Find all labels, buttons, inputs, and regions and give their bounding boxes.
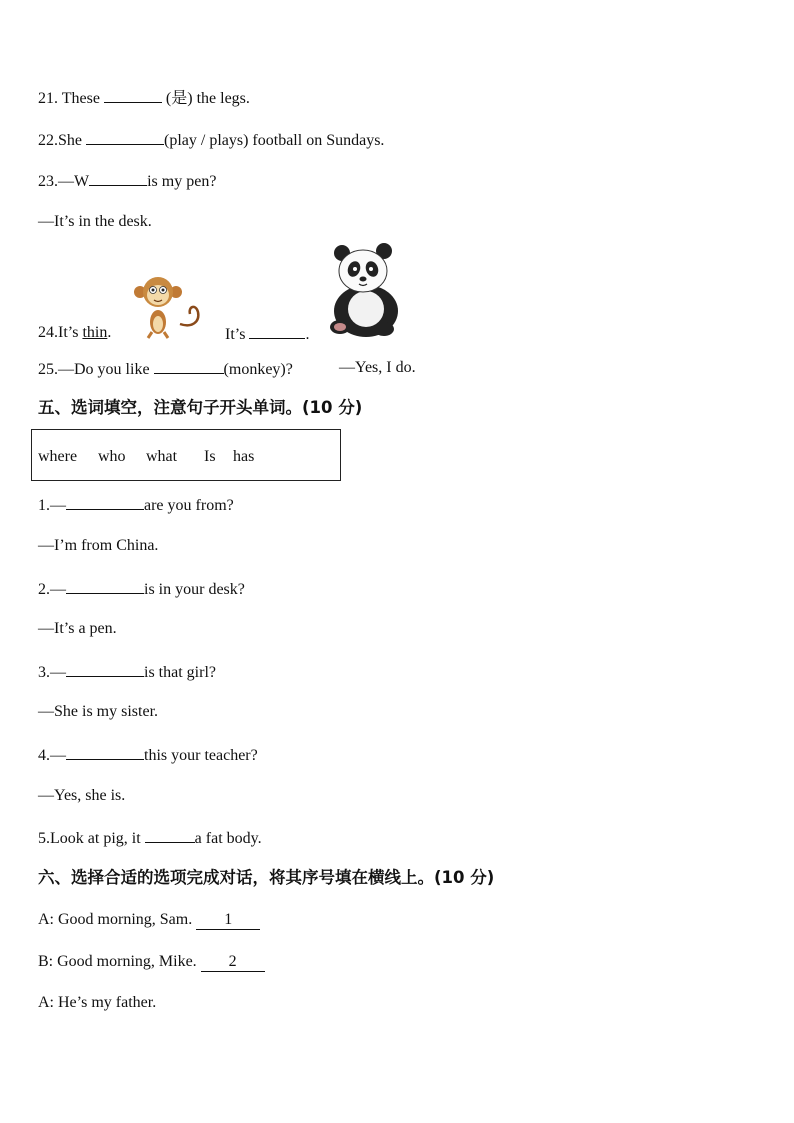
s5-item-blank[interactable]	[66, 661, 144, 677]
q24-second-suffix: .	[305, 326, 310, 343]
s5-item-2	[38, 578, 245, 600]
s5-item-prefix: 2.—	[38, 581, 66, 598]
s6-line-2	[38, 952, 265, 972]
q23-prefix: 23.—W	[38, 173, 90, 190]
question-24-second	[225, 323, 309, 345]
q25-suffix: (monkey)?	[223, 361, 293, 378]
q25-reply: —Yes, I do.	[339, 359, 416, 376]
s6-line-text: A: Good morning, Sam.	[38, 911, 197, 928]
q24-prefix: 24.It’s	[38, 324, 83, 341]
word-bank-box	[31, 429, 341, 481]
s5-item-blank[interactable]	[145, 827, 195, 843]
s5-item-blank[interactable]	[66, 578, 144, 594]
s5-item-4-reply: —Yes, she is.	[38, 787, 126, 804]
s6-line-3: A: He’s my father.	[38, 994, 157, 1011]
s5-item-3	[38, 661, 216, 683]
s5-item-blank[interactable]	[66, 494, 144, 510]
question-25	[38, 358, 293, 380]
section-6-heading: 六、选择合适的选项完成对话，将其序号填在横线上。(10 分)	[38, 868, 495, 887]
q24-underlined-word: thin	[82, 324, 108, 341]
q21-prefix: 21. These	[38, 90, 104, 107]
q23-blank[interactable]	[89, 170, 147, 186]
q22-suffix: (play / plays) football on Sundays.	[164, 132, 385, 149]
q21-blank[interactable]	[104, 87, 162, 103]
s5-item-2-reply: —It’s a pen.	[38, 620, 117, 637]
q23-answer: —It’s in the desk.	[38, 213, 152, 230]
s5-item-5	[38, 827, 262, 849]
section-5-heading: 五、选词填空，注意句子开头单词。(10 分)	[38, 398, 363, 417]
monkey-illustration	[130, 272, 210, 342]
s5-item-suffix: are you from?	[144, 497, 234, 514]
word-bank-item: has	[233, 448, 255, 465]
s5-item-prefix: 3.—	[38, 664, 66, 681]
q23-suffix: is my pen?	[147, 173, 217, 190]
q25-blank[interactable]	[154, 358, 224, 374]
word-bank-item: where	[38, 448, 78, 465]
word-bank-item: Is	[204, 448, 216, 465]
s5-item-prefix: 1.—	[38, 497, 66, 514]
word-bank-item: what	[146, 448, 178, 465]
question-21	[38, 87, 250, 109]
question-24	[38, 323, 111, 343]
s5-item-suffix: is in your desk?	[144, 581, 245, 598]
s6-line-1	[38, 910, 260, 930]
word-bank-item: who	[98, 448, 126, 465]
s5-item-1	[38, 494, 234, 516]
s5-item-3-reply: —She is my sister.	[38, 703, 159, 720]
q22-prefix: 22.She	[38, 132, 86, 149]
s5-item-suffix: a fat body.	[194, 830, 262, 847]
s5-item-4	[38, 744, 258, 766]
question-23	[38, 170, 216, 192]
question-22	[38, 129, 384, 151]
s5-item-suffix: is that girl?	[144, 664, 216, 681]
s6-answer[interactable]: 2	[201, 953, 265, 972]
s6-answer[interactable]: 1	[196, 911, 260, 930]
q24-second-prefix: It’s	[225, 326, 250, 343]
s5-item-1-reply: —I’m from China.	[38, 537, 159, 554]
s5-item-prefix: 5.Look at pig, it	[38, 830, 145, 847]
s5-item-blank[interactable]	[66, 744, 144, 760]
s5-item-prefix: 4.—	[38, 747, 66, 764]
panda-illustration	[326, 243, 406, 339]
s5-item-suffix: this your teacher?	[144, 747, 258, 764]
q21-suffix: (是) the legs.	[161, 90, 250, 107]
q24-blank[interactable]	[249, 323, 305, 339]
q22-blank[interactable]	[86, 129, 164, 145]
q25-prefix: 25.—Do you like	[38, 361, 154, 378]
s6-line-text: B: Good morning, Mike.	[38, 953, 201, 970]
q24-period: .	[107, 324, 112, 341]
